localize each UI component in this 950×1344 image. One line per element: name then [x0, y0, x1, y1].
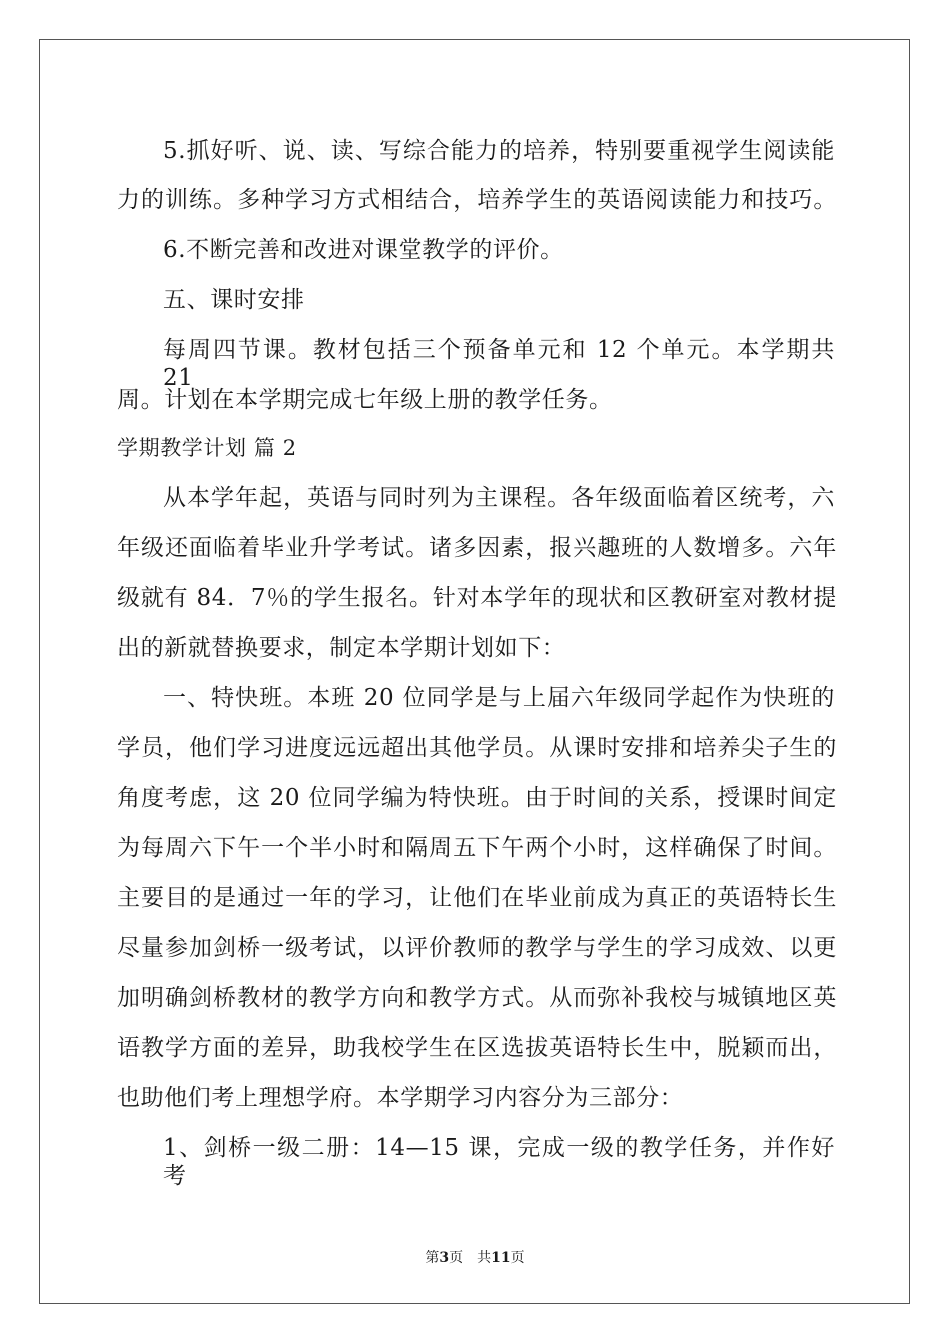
paragraph-line: 力的训练。多种学习方式相结合，培养学生的英语阅读能力和技巧。	[117, 187, 837, 213]
footer-suffix: 页	[510, 1250, 525, 1266]
paragraph-line: 角度考虑，这 20 位同学编为特快班。由于时间的关系，授课时间定	[117, 785, 837, 811]
paragraph-line: 年级还面临着毕业升学考试。诸多因素，报兴趣班的人数增多。六年	[117, 535, 837, 561]
paragraph-line: 学员，他们学习进度远远超出其他学员。从课时安排和培养尖子生的	[117, 735, 837, 761]
article-heading: 学期教学计划 篇 2	[117, 436, 297, 460]
paragraph-line: 主要目的是通过一年的学习，让他们在毕业前成为真正的英语特长生	[117, 885, 837, 911]
paragraph-line: 尽量参加剑桥一级考试，以评价教师的教学与学生的学习成效、以更	[117, 935, 837, 961]
paragraph-line: 1、剑桥一级二册：14—15 课，完成一级的教学任务，并作好考	[163, 1135, 835, 1189]
page-footer	[0, 1249, 950, 1267]
section-heading: 五、课时安排	[163, 287, 305, 313]
paragraph-line: 加明确剑桥教材的教学方向和教学方式。从而弥补我校与城镇地区英	[117, 985, 837, 1011]
paragraph-line: 5.抓好听、说、读、写综合能力的培养，特别要重视学生阅读能	[163, 138, 835, 164]
paragraph-line: 也助他们考上理想学府。本学期学习内容分为三部分：	[117, 1085, 684, 1111]
paragraph-line: 周。计划在本学期完成七年级上册的教学任务。	[117, 387, 613, 413]
total-page-count: 11	[491, 1250, 511, 1266]
paragraph-line: 6.不断完善和改进对课堂教学的评价。	[163, 237, 564, 263]
paragraph-line: 每周四节课。教材包括三个预备单元和 12 个单元。本学期共 21	[163, 337, 835, 391]
current-page-number: 3	[439, 1250, 450, 1266]
page-border	[39, 39, 910, 1304]
paragraph-line: 一、特快班。本班 20 位同学是与上届六年级同学起作为快班的	[163, 685, 835, 711]
footer-prefix: 第	[425, 1250, 440, 1266]
paragraph-line: 为每周六下午一个半小时和隔周五下午两个小时，这样确保了时间。	[117, 835, 837, 861]
paragraph-line: 从本学年起，英语与同时列为主课程。各年级面临着区统考，六	[163, 485, 835, 511]
paragraph-line: 语教学方面的差异，助我校学生在区选拔英语特长生中，脱颖而出，	[117, 1035, 837, 1061]
paragraph-line: 出的新就替换要求，制定本学期计划如下：	[117, 635, 566, 661]
footer-mid: 页 共	[449, 1250, 492, 1266]
paragraph-line: 级就有 84．7％的学生报名。针对本学年的现状和区教研室对教材提	[117, 585, 837, 611]
